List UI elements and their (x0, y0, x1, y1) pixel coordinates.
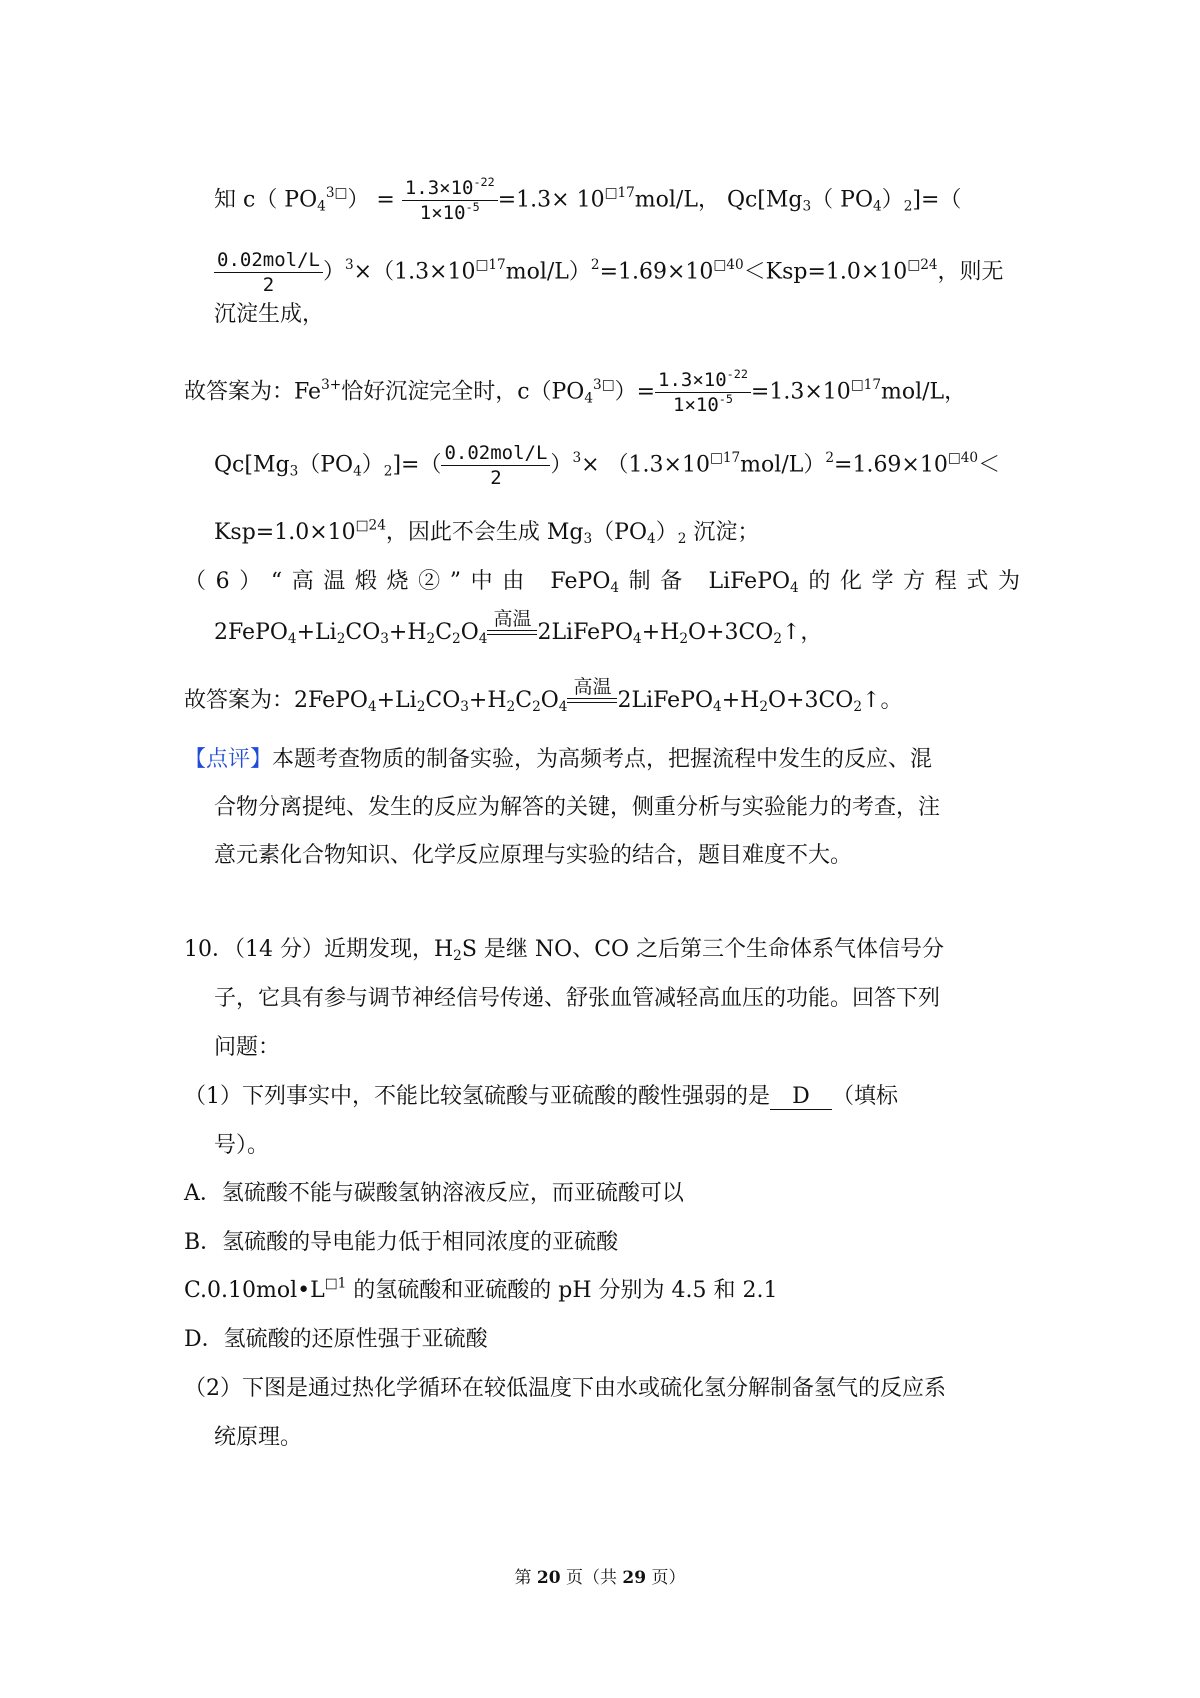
line-conclusion: 沉淀生成， (214, 302, 325, 327)
question-10-line-3: 问题： (214, 1035, 281, 1060)
option-a: A．氢硫酸不能与碳酸氢钠溶液反应，而亚硫酸可以 (184, 1181, 684, 1206)
question-10-line-1: 10．（14 分）近期发现，$H_2S$ 是继 NO、CO 之后第三个生命体系气体信号分 (184, 937, 945, 965)
answer-blank: D (770, 1085, 832, 1110)
text: mol/L， Qc[Mg (634, 187, 803, 213)
fraction-concentration: $\frac{1.3\times 10^{-22}}{1\times 10^{-5}}$ (402, 176, 498, 225)
text: ） = (347, 187, 395, 213)
subscript: 4 (317, 198, 326, 215)
line-part6-question: （6）“高温煅烧②”中由 FePO$_4$制备 LiFePO$_4$的化学方程式为 (184, 569, 1020, 597)
equation-lifepo4: $2FePO_4+Li_2CO_3+H_2C_2O_4$ 高温 $2LiFePO_4+H_2O+3CO_2↑$， (214, 607, 823, 648)
text: 知 c（ PO (214, 187, 318, 213)
part-2-line-1: （2）下图是通过热化学循环在较低温度下由水或硫化氢分解制备氢气的反应系 (184, 1376, 946, 1401)
part-2-line-2: 统原理。 (214, 1425, 303, 1450)
page-footer: 第 20 页（共 29 页） (514, 1568, 686, 1588)
fraction-mg-concentration-2: $\frac{\text{0.02mol/L}}{2}$ (441, 441, 550, 490)
line-ksp-calc-1: 知 c（ $PO_4^{3□}$） = $\frac{1.3\times 10^{-22}}{1\times 10^{-5}}$ $=1.3\times 10^{□17}mol/L$， $Qc[Mg_3$（ $PO_4)_2]=$（ (214, 174, 962, 224)
line-answer-qc: $Qc[Mg_3(PO_4)_2]=$（ $\frac{\text{0.02mol/L}}{2}$ ）$^3\times (1.3\times 10^{□17}mol/L)^2=1.69\times 10^{□40}<$ (214, 442, 1001, 489)
reaction-condition: 高温 (567, 676, 617, 703)
fraction-concentration-2: $\frac{1.3\times 10^{-22}}{1\times 10^{-5}}$ (655, 368, 751, 417)
total-pages: 29 (622, 1568, 647, 1588)
option-c: $C.0.10mol•L^{□1}$ 的氢硫酸和亚硫酸的 pH 分别为 4.5 和 2.1 (184, 1275, 778, 1303)
comment-line-2: 合物分离提纯、发生的反应为解答的关键，侧重分析与实验能力的考查，注 (214, 795, 941, 820)
comment-tag: 【点评】 (184, 747, 273, 772)
option-d: D．氢硫酸的还原性强于亚硫酸 (184, 1327, 488, 1352)
reaction-condition: 高温 (487, 608, 537, 635)
superscript: 3□ (325, 184, 348, 201)
answer-equation: 故答案为：$2FePO_4+Li_2CO_3+H_2C_2O_4$ 高温 $2LiFePO_4+H_2O+3CO_2↑$。 (184, 675, 903, 716)
part-1-line-2: 号）。 (214, 1133, 270, 1158)
fraction-mg-concentration: $\frac{\text{0.02mol/L}}{2}$ (214, 248, 323, 297)
line-answer-fe: 故答案为：$Fe^{3+}$恰好沉淀完全时，$c(PO_4^{3□})=$ $\frac{1.3\times 10^{-22}}{1\times 10^{-5}}$ $=1.3\times 10^{□17}mol/L$， (184, 366, 967, 416)
text: =1.3× 10 (497, 187, 605, 213)
option-b: B．氢硫酸的导电能力低于相同浓度的亚硫酸 (184, 1230, 619, 1255)
comment-line-3: 意元素化合物知识、化学反应原理与实验的结合，题目难度不大。 (214, 843, 853, 868)
superscript: □17 (604, 184, 635, 201)
question-10-line-2: 子，它具有参与调节神经信号传递、舒张血管减轻高血压的功能。回答下列 (214, 986, 941, 1011)
comment-line-1: 【点评】本题考查物质的制备实验，为高频考点，把握流程中发生的反应、混 (184, 747, 933, 772)
page-number: 20 (536, 1568, 561, 1588)
part-1-line-1: （1）下列事实中，不能比较氢硫酸与亚硫酸的酸性强弱的是 D （填标 (184, 1084, 899, 1109)
line-answer-ksp: $Ksp=1.0\times 10^{□24}$，因此不会生成 $Mg_3(PO_4)_2$ 沉淀； (214, 517, 760, 548)
line-ksp-calc-2: $\frac{\text{0.02mol/L}}{2}$ ）$^3\times(1.3\times 10^{□17}mol/L)^2=1.69\times 10^{□40}<Ksp=1.0\times 10^{□24}$，则无 (214, 248, 1004, 297)
